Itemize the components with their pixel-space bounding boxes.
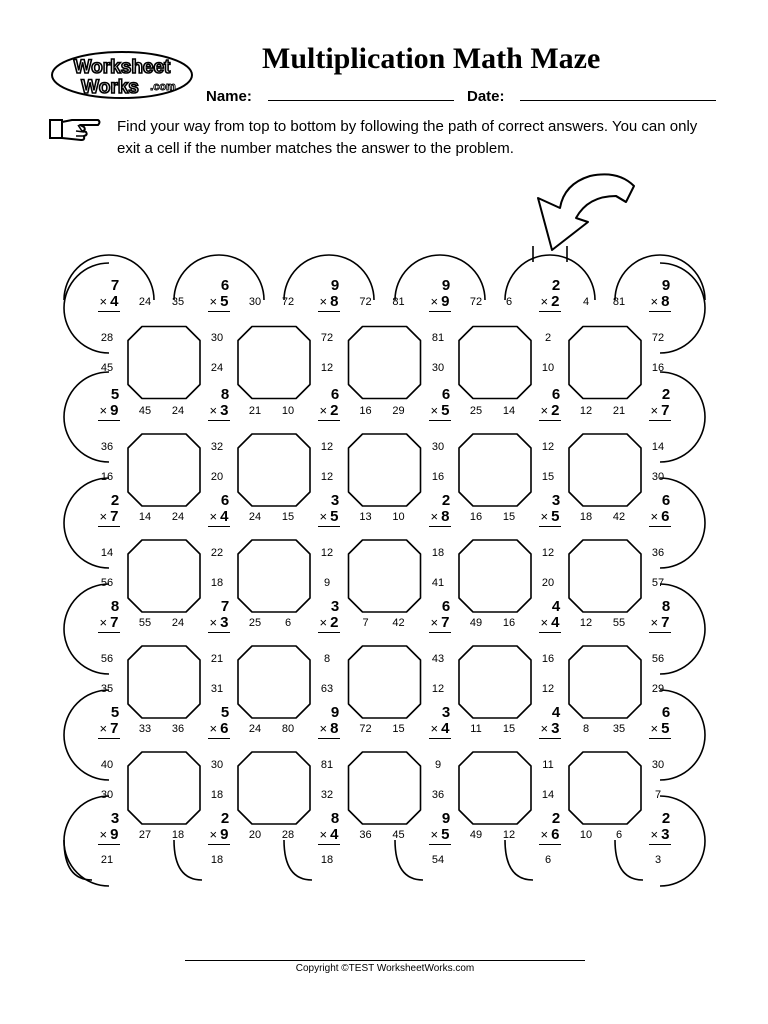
answer-down: 21: [210, 653, 224, 665]
answer-right: 24: [248, 511, 262, 523]
multiplicand: 8: [661, 598, 671, 615]
multiplier: × 7: [99, 508, 119, 525]
answer-up: 9: [323, 577, 331, 589]
times-sign: ×: [430, 615, 439, 630]
answer-exit: 54: [431, 854, 445, 866]
answer-left: 24: [171, 511, 185, 523]
answer-down: 12: [320, 547, 334, 559]
maze-problem-cell[interactable]: [624, 278, 696, 312]
answer-left: 15: [502, 723, 516, 735]
times-sign: ×: [99, 403, 108, 418]
answer-left: 18: [171, 829, 185, 841]
answer-up: 18: [210, 789, 224, 801]
answer-down: 30: [210, 332, 224, 344]
answer-up: 16: [100, 471, 114, 483]
answer-down: 36: [651, 547, 665, 559]
multiplicand: 8: [330, 810, 340, 827]
multiplier: × 5: [209, 293, 229, 310]
answer-up: 10: [541, 362, 555, 374]
answer-left: 81: [392, 296, 405, 308]
answer-right: 21: [248, 405, 262, 417]
multiplier: × 3: [209, 614, 229, 631]
answer-right: 18: [579, 511, 593, 523]
times-sign: ×: [430, 721, 439, 736]
answer-down: 30: [210, 759, 224, 771]
multiplicand: 5: [220, 704, 230, 721]
multiplier: × 9: [209, 826, 229, 843]
answer-right: 10: [579, 829, 593, 841]
answer-up: 20: [210, 471, 224, 483]
multiplier: × 5: [540, 508, 560, 525]
answer-exit: 18: [320, 854, 334, 866]
times-sign: ×: [540, 294, 549, 309]
multiplier: × 2: [319, 614, 339, 631]
answer-up: 45: [100, 362, 114, 374]
answer-left: 14: [502, 405, 516, 417]
times-sign: ×: [540, 509, 549, 524]
multiplicand: 2: [551, 810, 561, 827]
answer-down: 9: [434, 759, 442, 771]
times-sign: ×: [430, 509, 439, 524]
answer-left: 42: [392, 617, 405, 629]
answer-right: 24: [138, 296, 152, 308]
answer-left: 55: [612, 617, 626, 629]
answer-up: 56: [100, 577, 114, 589]
answer-left: 6: [505, 296, 513, 308]
answer-down: 28: [100, 332, 114, 344]
answer-down: 56: [651, 653, 665, 665]
answer-right: 13: [359, 511, 372, 523]
multiplicand: 6: [220, 277, 230, 294]
answer-left: 10: [392, 511, 405, 523]
answer-right: 72: [359, 296, 372, 308]
times-sign: ×: [650, 615, 659, 630]
answer-right: 16: [359, 405, 372, 417]
answer-exit: 6: [544, 854, 552, 866]
times-sign: ×: [319, 403, 328, 418]
multiplicand: 5: [110, 704, 120, 721]
multiplier: × 4: [430, 720, 450, 737]
answer-up: 63: [320, 683, 334, 695]
answer-left: 6: [284, 617, 292, 629]
answer-down: 11: [542, 759, 554, 771]
answer-down: 72: [651, 332, 665, 344]
answer-left: 35: [612, 723, 626, 735]
answer-right: 20: [248, 829, 262, 841]
answer-down: 16: [541, 653, 555, 665]
multiplicand: 2: [110, 492, 120, 509]
multiplicand: 6: [330, 386, 340, 403]
times-sign: ×: [540, 827, 549, 842]
answer-down: 22: [210, 547, 224, 559]
multiplier: × 3: [540, 720, 560, 737]
times-sign: ×: [209, 721, 218, 736]
copyright-text: Copyright ©TEST WorksheetWorks.com: [295, 963, 475, 974]
answer-down: 30: [651, 759, 665, 771]
answer-down: 2: [544, 332, 552, 344]
multiplicand: 9: [441, 810, 451, 827]
multiplier: × 7: [99, 720, 119, 737]
times-sign: ×: [99, 294, 108, 309]
answer-left: 24: [171, 617, 185, 629]
multiplier: × 7: [99, 614, 119, 631]
logo-line1: Worksheet: [73, 57, 171, 78]
instructions-text: Find your way from top to bottom by following the path of correct answers. You can only exit a cell if the number matches the answer to the problem.: [117, 118, 698, 157]
footer-divider: [185, 960, 585, 961]
answer-left: 36: [171, 723, 185, 735]
answer-down: 40: [100, 759, 114, 771]
times-sign: ×: [650, 827, 659, 842]
answer-up: 7: [654, 789, 662, 801]
answer-up: 12: [320, 362, 334, 374]
answer-right: 12: [579, 617, 593, 629]
multiplicand: 3: [551, 492, 561, 509]
multiplicand: 6: [441, 598, 451, 615]
answer-up: 29: [651, 683, 665, 695]
multiplier: × 3: [209, 402, 229, 419]
multiplier: × 5: [430, 826, 450, 843]
multiplicand: 3: [330, 598, 340, 615]
answer-up: 41: [431, 577, 445, 589]
multiplier: × 8: [430, 508, 450, 525]
multiplier: × 6: [209, 720, 229, 737]
answer-left: 45: [392, 829, 405, 841]
answer-up: 35: [100, 683, 114, 695]
times-sign: ×: [430, 403, 439, 418]
answer-left: 15: [502, 511, 516, 523]
multiplier: × 4: [99, 293, 119, 310]
maze-problem-cell[interactable]: [624, 705, 696, 739]
multiplicand: 3: [110, 810, 120, 827]
times-sign: ×: [99, 827, 108, 842]
maze-problem-cell[interactable]: [624, 387, 696, 421]
multiplier: × 3: [650, 826, 670, 843]
answer-down: 12: [541, 441, 555, 453]
date-label: Date:: [467, 88, 505, 105]
answer-left: 15: [392, 723, 405, 735]
answer-left: 15: [281, 511, 295, 523]
answer-right: 4: [582, 296, 590, 308]
times-sign: ×: [540, 615, 549, 630]
multiplier: × 2: [319, 402, 339, 419]
answer-up: 24: [210, 362, 224, 374]
answer-left: 6: [615, 829, 623, 841]
answer-down: 32: [210, 441, 224, 453]
times-sign: ×: [99, 615, 108, 630]
logo-line2: Works: [81, 77, 139, 98]
answer-down: 81: [431, 332, 445, 344]
multiplicand: 2: [661, 386, 671, 403]
answer-right: 24: [248, 723, 262, 735]
times-sign: ×: [650, 403, 659, 418]
multiplicand: 3: [441, 704, 451, 721]
answer-left: 29: [392, 405, 405, 417]
answer-up: 16: [651, 362, 665, 374]
answer-right: 72: [469, 296, 483, 308]
answer-left: 24: [171, 405, 185, 417]
multiplier: × 2: [540, 402, 560, 419]
answer-right: 72: [359, 723, 372, 735]
answer-up: 15: [541, 471, 555, 483]
answer-left: 21: [612, 405, 626, 417]
multiplier: × 8: [650, 293, 670, 310]
answer-up: 30: [100, 789, 114, 801]
answer-up: 36: [431, 789, 445, 801]
answer-left: 42: [612, 511, 626, 523]
answer-down: 43: [431, 653, 445, 665]
times-sign: ×: [209, 827, 218, 842]
answer-up: 20: [541, 577, 555, 589]
answer-up: 57: [651, 577, 665, 589]
multiplier: × 4: [319, 826, 339, 843]
answer-up: 30: [431, 362, 445, 374]
answer-down: 14: [100, 547, 114, 559]
times-sign: ×: [209, 615, 218, 630]
answer-up: 31: [210, 683, 224, 695]
answer-right: 12: [579, 405, 593, 417]
answer-up: 12: [541, 683, 555, 695]
times-sign: ×: [209, 294, 218, 309]
multiplicand: 6: [661, 704, 671, 721]
answer-right: 45: [138, 405, 152, 417]
multiplier: × 5: [430, 402, 450, 419]
times-sign: ×: [650, 721, 659, 736]
multiplicand: 2: [551, 277, 561, 294]
times-sign: ×: [99, 721, 108, 736]
answer-up: 16: [431, 471, 445, 483]
answer-right: 14: [138, 511, 152, 523]
answer-left: 35: [171, 296, 185, 308]
maze-problem-cell[interactable]: [624, 811, 696, 845]
answer-right: 49: [469, 617, 483, 629]
multiplicand: 5: [110, 386, 120, 403]
answer-down: 12: [541, 547, 555, 559]
answer-exit: 21: [100, 854, 114, 866]
maze-problem-cell[interactable]: [624, 599, 696, 633]
multiplier: × 9: [430, 293, 450, 310]
multiplicand: 6: [441, 386, 451, 403]
multiplicand: 9: [330, 704, 340, 721]
multiplicand: 2: [661, 810, 671, 827]
answer-left: 10: [281, 405, 295, 417]
answer-up: 18: [210, 577, 224, 589]
multiplier: × 5: [319, 508, 339, 525]
answer-down: 8: [323, 653, 331, 665]
answer-right: 36: [359, 829, 372, 841]
multiplier: × 6: [650, 508, 670, 525]
answer-exit: 18: [210, 854, 224, 866]
multiplicand: 6: [220, 492, 230, 509]
answer-right: 33: [138, 723, 152, 735]
answer-right: 8: [582, 723, 590, 735]
multiplier: × 4: [209, 508, 229, 525]
answer-down: 30: [431, 441, 445, 453]
multiplicand: 6: [551, 386, 561, 403]
multiplicand: 9: [330, 277, 340, 294]
multiplicand: 3: [330, 492, 340, 509]
answer-right: 11: [470, 723, 482, 735]
multiplicand: 9: [441, 277, 451, 294]
times-sign: ×: [319, 721, 328, 736]
times-sign: ×: [319, 615, 328, 630]
answer-right: 55: [138, 617, 152, 629]
times-sign: ×: [319, 509, 328, 524]
logo-suffix: .com: [150, 81, 176, 93]
answer-right: 25: [469, 405, 483, 417]
multiplier: × 8: [319, 720, 339, 737]
answer-up: 30: [651, 471, 665, 483]
answer-right: 49: [469, 829, 483, 841]
answer-right: 16: [469, 511, 483, 523]
times-sign: ×: [99, 509, 108, 524]
times-sign: ×: [430, 827, 439, 842]
multiplier: × 9: [99, 402, 119, 419]
multiplicand: 8: [220, 386, 230, 403]
answer-left: 81: [612, 296, 626, 308]
times-sign: ×: [209, 403, 218, 418]
maze-problem-cell[interactable]: [624, 493, 696, 527]
answer-down: 12: [320, 441, 334, 453]
answer-exit: 3: [654, 854, 662, 866]
times-sign: ×: [650, 294, 659, 309]
multiplier: × 8: [319, 293, 339, 310]
answer-left: 28: [281, 829, 295, 841]
times-sign: ×: [319, 294, 328, 309]
answer-down: 18: [431, 547, 445, 559]
times-sign: ×: [319, 827, 328, 842]
multiplier: × 4: [540, 614, 560, 631]
answer-right: 30: [248, 296, 262, 308]
multiplicand: 9: [661, 277, 671, 294]
multiplicand: 4: [551, 598, 561, 615]
multiplicand: 2: [441, 492, 451, 509]
multiplicand: 7: [220, 598, 230, 615]
times-sign: ×: [430, 294, 439, 309]
multiplier: × 6: [540, 826, 560, 843]
multiplicand: 2: [220, 810, 230, 827]
answer-left: 16: [502, 617, 516, 629]
answer-down: 14: [651, 441, 665, 453]
multiplier: × 7: [430, 614, 450, 631]
answer-left: 12: [502, 829, 516, 841]
multiplicand: 8: [110, 598, 120, 615]
times-sign: ×: [540, 721, 549, 736]
page-title: Multiplication Math Maze: [262, 42, 601, 75]
name-label: Name:: [206, 88, 252, 105]
multiplier: × 2: [540, 293, 560, 310]
answer-right: 7: [362, 617, 369, 629]
multiplier: × 7: [650, 614, 670, 631]
answer-right: 25: [248, 617, 262, 629]
multiplier: × 9: [99, 826, 119, 843]
multiplier: × 5: [650, 720, 670, 737]
answer-down: 36: [100, 441, 114, 453]
answer-left: 80: [281, 723, 295, 735]
answer-left: 72: [281, 296, 295, 308]
answer-down: 81: [320, 759, 334, 771]
multiplicand: 7: [110, 277, 120, 294]
multiplicand: 4: [551, 704, 561, 721]
answer-up: 12: [431, 683, 445, 695]
answer-down: 72: [320, 332, 334, 344]
times-sign: ×: [650, 509, 659, 524]
times-sign: ×: [540, 403, 549, 418]
answer-up: 12: [320, 471, 334, 483]
times-sign: ×: [209, 509, 218, 524]
multiplicand: 6: [661, 492, 671, 509]
answer-down: 56: [100, 653, 114, 665]
multiplier: × 7: [650, 402, 670, 419]
answer-up: 32: [320, 789, 334, 801]
answer-right: 27: [138, 829, 152, 841]
answer-up: 14: [541, 789, 555, 801]
